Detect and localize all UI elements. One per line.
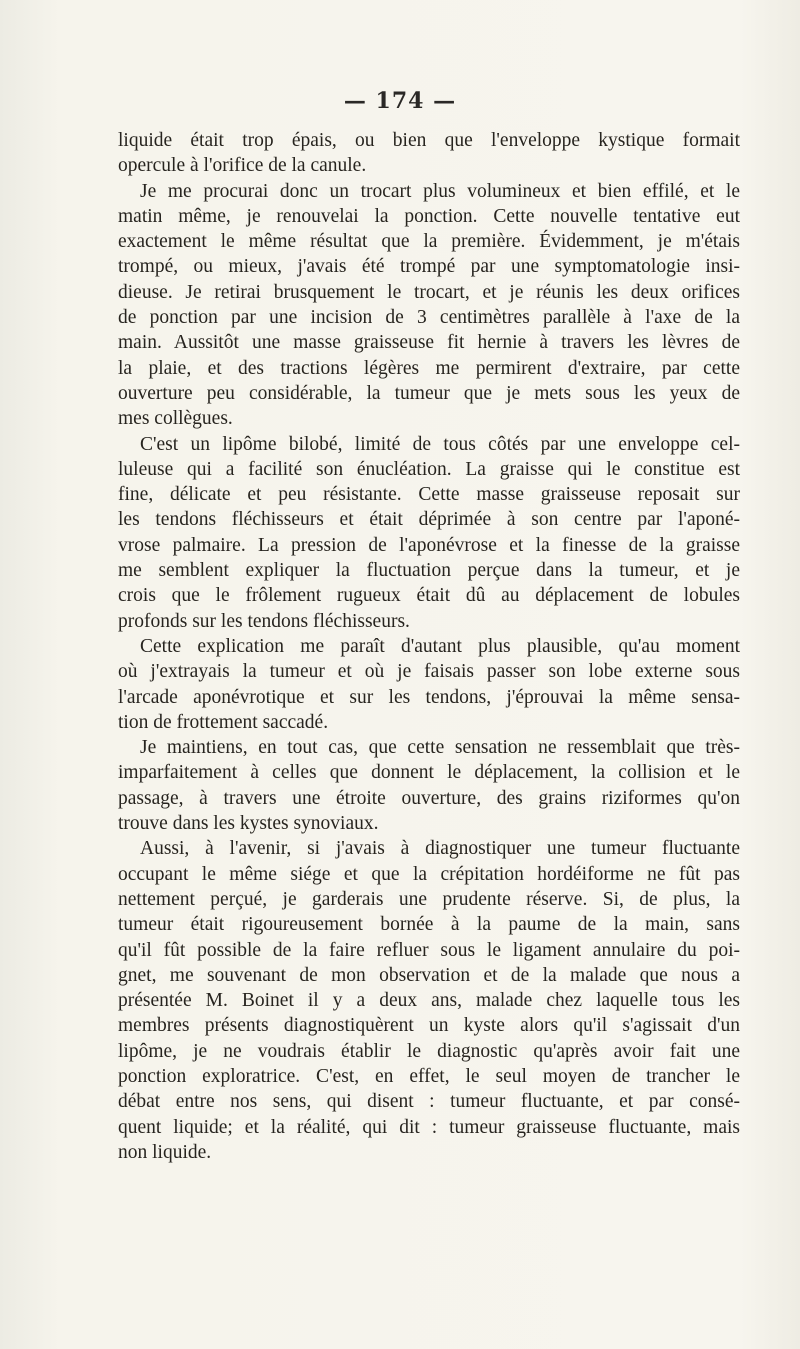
text-line: exactement le même résultat que la première. Évidemment, je m'étais <box>118 231 740 253</box>
text-line: profonds sur les tendons fléchisseurs. <box>118 610 410 632</box>
text-line: occupant le même siége et que la crépitation hordéiforme ne fût pas <box>118 863 740 885</box>
paragraph <box>118 735 740 836</box>
text-line: Cette explication me paraît d'autant plus plausible, qu'au moment <box>140 635 740 657</box>
text-line: liquide était trop épais, ou bien que l'enveloppe kystique formait <box>118 130 740 151</box>
text-line: débat entre nos sens, qui disent : tumeur fluctuante, et par consé- <box>118 1091 740 1113</box>
text-line: les tendons fléchisseurs et était déprimée à son centre par l'aponé- <box>118 509 740 531</box>
text-line: trouve dans les kystes synoviaux. <box>118 813 379 835</box>
text-line: vrose palmaire. La pression de l'aponévrose et la finesse de la graisse <box>118 534 740 556</box>
text-line: Aussi, à l'avenir, si j'avais à diagnostiquer une tumeur fluctuante <box>140 838 740 860</box>
text-line: crois que le frôlement rugueux était dû au déplacement de lobules <box>118 585 740 607</box>
text-line: opercule à l'orifice de la canule. <box>118 155 367 177</box>
text-line: de ponction par une incision de 3 centimètres parallèle à l'axe de la <box>118 307 740 329</box>
text-line: trompé, ou mieux, j'avais été trompé par une symptomatologie insi- <box>118 256 740 278</box>
text-line: C'est un lipôme bilobé, limité de tous côtés par une enveloppe cel- <box>140 433 740 455</box>
text-line: tion de frottement saccadé. <box>118 711 329 733</box>
text-line: qu'il fût possible de la faire refluer sous le ligament annulaire du poi- <box>118 939 740 961</box>
text-line: Je me procurai donc un trocart plus volumineux et bien effilé, et le <box>140 180 740 202</box>
text-line: Je maintiens, en tout cas, que cette sensation ne ressemblait que très- <box>140 737 740 759</box>
paragraph <box>118 432 740 634</box>
paragraph <box>118 128 740 179</box>
text-line: présentée M. Boinet il y a deux ans, malade chez laquelle tous les <box>118 990 740 1012</box>
page-number: — 174 — <box>343 88 457 114</box>
text-line: l'arcade aponévrotique et sur les tendons, j'éprouvai la même sensa- <box>118 686 740 708</box>
text-line: me semblent expliquer la fluctuation perçue dans la tumeur, et je <box>118 560 740 582</box>
text-line: fine, délicate et peu résistante. Cette masse graisseuse reposait sur <box>118 484 740 506</box>
text-line: la plaie, et des tractions légères me permirent d'extraire, par cette <box>118 357 740 379</box>
text-line: passage, à travers une étroite ouverture, des grains riziformes qu'on <box>118 787 740 809</box>
text-line: imparfaitement à celles que donnent le déplacement, la collision et le <box>118 762 740 784</box>
text-line: matin même, je renouvelai la ponction. Cette nouvelle tentative eut <box>118 205 740 227</box>
text-line: non liquide. <box>118 1141 212 1163</box>
text-line: gnet, me souvenant de mon observation et de la malade que nous a <box>118 964 740 986</box>
text-line: ponction exploratrice. C'est, en effet, le seul moyen de trancher le <box>118 1065 740 1087</box>
text-line: tumeur était rigoureusement bornée à la paume de la main, sans <box>118 914 740 936</box>
text-line: dieuse. Je retirai brusquement le trocart, et je réunis les deux orifices <box>118 281 740 303</box>
text-line: mes collègues. <box>118 408 233 430</box>
paragraph <box>118 836 740 1165</box>
text-line: nettement perçué, je garderais une prudente réserve. Si, de plus, la <box>118 888 740 910</box>
text-line: lipôme, je ne voudrais établir le diagnostic qu'après avoir fait une <box>118 1040 740 1062</box>
body-text <box>118 128 740 1165</box>
text-line: ouverture peu considérable, la tumeur que je mets sous les yeux de <box>118 382 740 404</box>
text-line: où j'extrayais la tumeur et où je faisais passer son lobe externe sous <box>118 661 740 683</box>
text-line: main. Aussitôt une masse graisseuse fit hernie à travers les lèvres de <box>118 332 740 354</box>
text-line: quent liquide; et la réalité, qui dit : tumeur graisseuse fluctuante, mais <box>118 1116 740 1138</box>
text-line: luleuse qui a facilité son énucléation. La graisse qui le constitue est <box>118 458 740 480</box>
paragraph <box>118 634 740 735</box>
text-line: membres présents diagnostiquèrent un kyste alors qu'il s'agissait d'un <box>118 1015 740 1037</box>
paragraph <box>118 179 740 432</box>
